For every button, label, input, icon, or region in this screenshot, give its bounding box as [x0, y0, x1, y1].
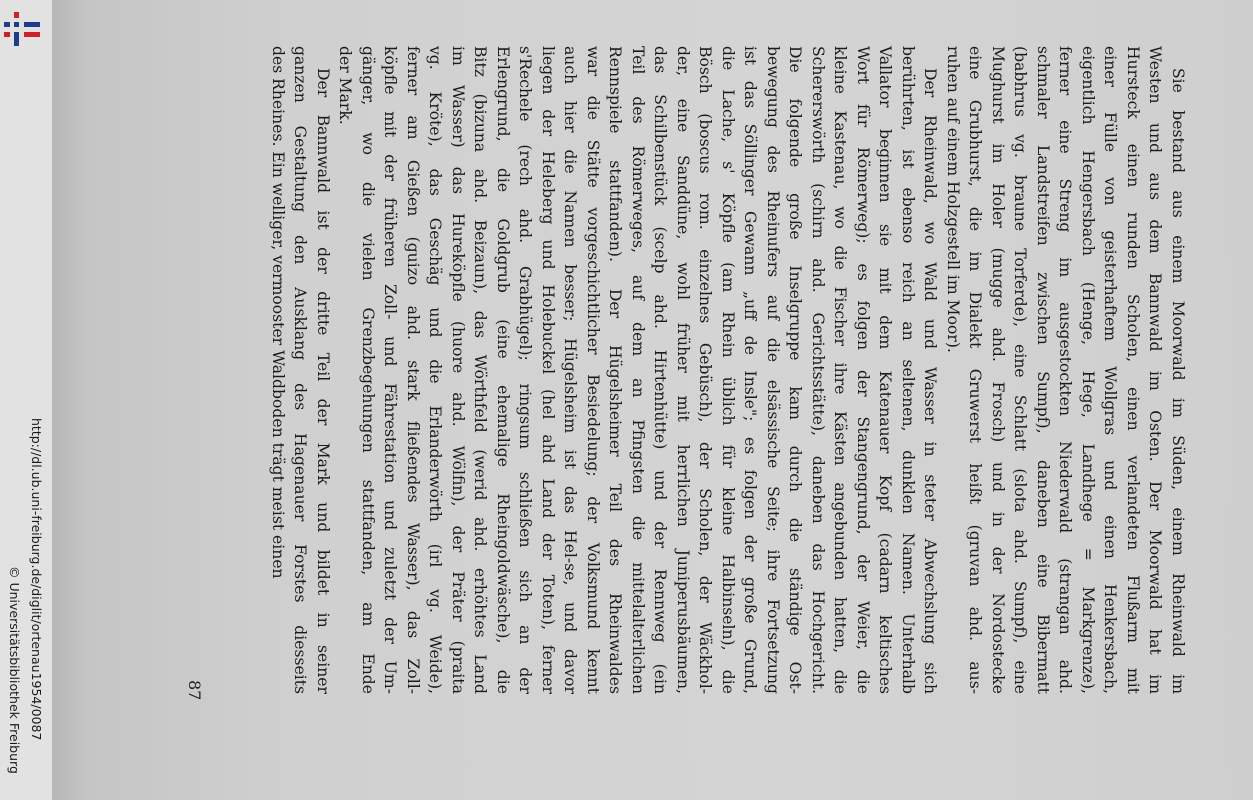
text-line: ferner am Gießen (guizo ahd. stark fließendes Wasser), das Zoll-	[404, 46, 422, 694]
paragraph	[942, 46, 1190, 694]
text-line: bewegung des Rheinufers auf die elsässische Seite; ihre Fortsetzung	[764, 46, 782, 694]
page-text-body	[239, 46, 1189, 694]
text-line: s'Rechele (rech ahd. Grabhügel); ringsum schließen sich an der	[516, 46, 535, 694]
text-line: Der Bannwald ist der dritte Teil der Mark und bildet in seiner	[314, 68, 332, 694]
text-line: des Rheines. Ein welliger, vermooster Waldboden trägt meist einen	[269, 46, 287, 579]
text-line: Bitz (bizuna ahd. Beizaun), das Wörthfeld (werid ahd. erhöhtes Land	[471, 46, 490, 694]
text-line: im Wasser) das Hureköpfle (huore ahd. Wölfin), der Präter (praita	[449, 46, 467, 694]
text-line: gänger, wo die vielen Grenzbegehungen stattfanden, am Ende	[359, 46, 377, 694]
text-line: die Lache, s' Köpfle (am Rhein üblich für kleine Halbinseln), die	[719, 46, 737, 694]
text-line: (babhrus vg. braune Torferde), eine Schlatt (slota ahd. Sumpf), eine	[1011, 46, 1030, 694]
page-number: 87	[185, 680, 204, 701]
viewer-sidebar	[0, 0, 52, 800]
permalink-url[interactable]: http://dl.ub.uni-freiburg.de/diglit/ortenau1954/0087	[29, 418, 44, 741]
text-line: ist das Söllinger Gewann „uff de Insle"; es folgen der große Grund,	[741, 46, 760, 694]
text-line: ruhen auf einem Holzgestell im Moor).	[944, 46, 962, 353]
text-line: Bösch (boscus rom. einzelnes Gebüsch), der Scholen, der Wäckhol-	[696, 46, 715, 694]
text-line: Sie bestand aus einem Moorwald im Süden, einem Rheinwald im	[1169, 68, 1187, 694]
text-line: ganzen Gestaltung den Ausklang des Hagenauer Forstes diesseits	[291, 46, 310, 694]
text-line: kleine Kastenau, wo die Fischer ihre Kästen angebunden hatten, die	[831, 46, 850, 694]
text-line: köpfle mit der früheren Zoll- und Fährestation und zuletzt der Um-	[381, 46, 400, 694]
text-line: Westen und aus dem Bannwald im Osten. Der Moorwald hat im	[1146, 46, 1165, 694]
text-line: Erlengrund, die Goldgrub (eine ehemalige Rheingoldwäsche), die	[494, 46, 512, 694]
text-line: Hursteck einen runden Scholen, einen verlandeten Flußarm mit	[1124, 46, 1142, 694]
text-line: der Mark.	[336, 46, 355, 125]
paragraph	[334, 46, 942, 694]
text-line: liegen der Heleberg und Holebuckel (hel ahd Land der Toten), ferner	[539, 46, 557, 694]
citation-block	[0, 0, 52, 800]
text-line: vg. Kröte), das Geschäg und die Erlanderwörth (irl vg. Weide),	[426, 46, 445, 694]
text-line: der, eine Sanddüne, wohl früher mit herrlichen Juniperusbäumen,	[674, 46, 692, 694]
text-line: Vallator beginnen sie mit dem Katenauer Kopf (cadarn keltisches	[876, 46, 895, 694]
text-line: Der Rheinwald, wo Wald und Wasser in steter Abwechslung sich	[921, 68, 940, 694]
text-line: Mughurst im Holer (mugge ahd. Frosch) und in der Nordostecke	[989, 46, 1007, 694]
text-line: Teil des Römerweges, auf dem an Pfingsten die mittelalterlichen	[629, 46, 647, 694]
text-line: schmaler Landstreifen zwischen Sumpf), daneben eine Bibermatt	[1034, 46, 1052, 694]
paragraph	[267, 46, 335, 694]
text-line: einer Fülle von geisterhaftem Wollgras und einen Henkersbach,	[1101, 46, 1120, 694]
copyright-notice: © Universitätsbibliothek Freiburg	[7, 566, 22, 774]
text-line: das Schilbenstück (scelp ahd. Hirtenhütte) und der Rennweg (ein	[651, 46, 670, 694]
text-line: berührten, ist ebenso reich an seltenen, dunklen Namen. Unterhalb	[899, 46, 917, 694]
text-line: ferner eine Streng im ausgestockten Niederwald (strangan ahd.	[1056, 46, 1075, 694]
text-line: Schererswörth (schirn ahd. Gerichtsstätte), daneben das Hochgericht.	[809, 46, 827, 694]
text-line: Wort für Römerweg); es folgen der Stangengrund, der Weier, die	[854, 46, 872, 694]
text-line: eigentlich Hengersbach (Henge, Hege, Landhege = Markgrenze),	[1079, 46, 1097, 694]
text-line: war die Stätte vorgeschichtlicher Besiedelung; der Volksmund kennt	[584, 46, 602, 694]
text-line: Rennspiele stattfanden). Der Hügelsheimer Teil des Rheinwaldes	[606, 46, 625, 694]
text-line: eine Grubhurst, die im Dialekt Gruwerst heißt (gruvan ahd. aus-	[966, 46, 985, 694]
text-line: Die folgende große Inselgruppe kam durch die ständige Ost-	[786, 46, 805, 694]
text-line: auch hier die Namen besser; Hügelsheim ist das Hel-se, und davor	[561, 46, 580, 694]
